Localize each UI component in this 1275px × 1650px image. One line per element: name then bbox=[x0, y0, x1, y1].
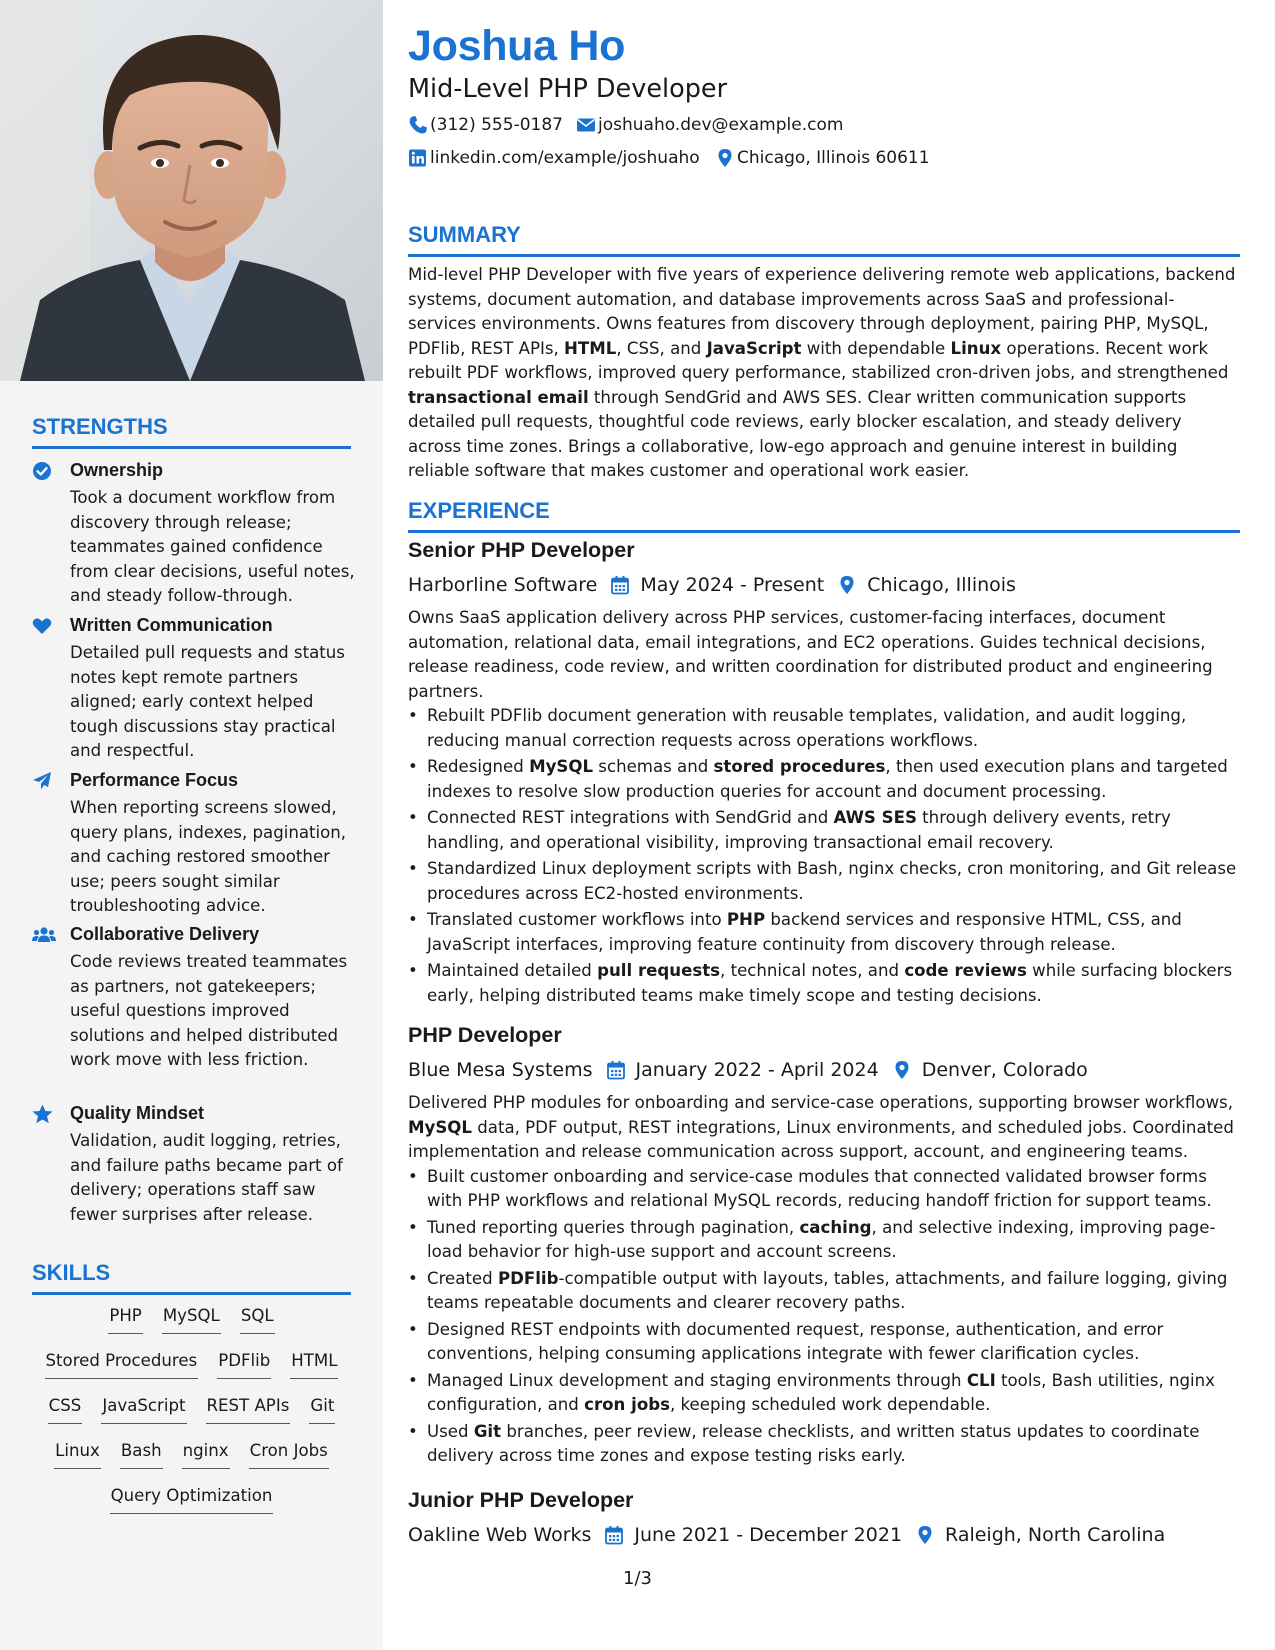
location-text: Chicago, Illinois 60611 bbox=[737, 148, 930, 168]
skills-list bbox=[32, 1305, 351, 1530]
strengths-heading: STRENGTHS bbox=[32, 414, 351, 449]
profile-photo bbox=[0, 0, 383, 381]
skill-row bbox=[32, 1440, 351, 1485]
job-dates: June 2021 - December 2021 bbox=[634, 1524, 903, 1546]
contact-linkedin[interactable] bbox=[408, 146, 700, 170]
strength-title: Written Communication bbox=[70, 615, 273, 635]
job-location: Denver, Colorado bbox=[921, 1059, 1088, 1081]
summary-text: Mid-level PHP Developer with five years of experience delivering remote web applications, backend systems, document automation, and database improvements across SaaS and professional-services environments. Owns features from discovery through deployment, pairing PHP, MySQL, PDFlib, REST APIs, HTML, CSS, and JavaScript with dependable Linux operations. Recent work rebuilt PDF workflows, improved query performance, stabilized cron-driven jobs, and strengthened transactional email through SendGrid and AWS SES. Clear written communication supports detailed pull requests, thoughtful code reviews, early blocker escalation, and steady delivery across time zones. Brings a collaborative, low-ego approach and genuine interest in building reliable software that makes customer and operational work easier. bbox=[408, 265, 1236, 480]
job-bullets bbox=[408, 704, 1240, 1008]
skill-tag: MySQL bbox=[162, 1305, 221, 1334]
company-name: Harborline Software bbox=[408, 574, 598, 596]
skill-tag: Bash bbox=[120, 1440, 163, 1469]
skill-tag: CSS bbox=[48, 1395, 83, 1424]
job-bullet: • Tuned reporting queries through pagination, caching, and selective indexing, improving page-load behavior for high-use support and account screens. bbox=[408, 1216, 1238, 1265]
envelope-icon bbox=[576, 115, 596, 135]
skills-heading: SKILLS bbox=[32, 1260, 351, 1295]
phone-text: (312) 555-0187 bbox=[430, 115, 563, 135]
users-icon bbox=[32, 925, 56, 947]
map-pin-icon bbox=[715, 148, 735, 168]
job-entry bbox=[408, 1023, 1240, 1471]
strength-description: Validation, audit logging, retries, and failure paths became part of delivery; operations staff saw fewer surprises after release. bbox=[70, 1131, 343, 1224]
skill-row bbox=[32, 1485, 351, 1530]
calendar-icon bbox=[610, 575, 630, 595]
skill-tag: Cron Jobs bbox=[249, 1440, 329, 1469]
paper-plane-icon bbox=[32, 771, 56, 793]
job-dates: May 2024 - Present bbox=[640, 574, 825, 596]
job-title: Senior PHP Developer bbox=[408, 538, 635, 562]
map-pin-icon bbox=[892, 1060, 912, 1080]
job-bullet: • Rebuilt PDFlib document generation with reusable templates, validation, and audit logging, reducing manual correction requests across operations workflows. bbox=[408, 704, 1238, 753]
job-bullet: • Maintained detailed pull requests, technical notes, and code reviews while surfacing blockers early, helping distributed teams make timely scope and testing decisions. bbox=[408, 959, 1238, 1008]
linkedin-icon bbox=[408, 148, 428, 168]
contact-location bbox=[715, 146, 930, 170]
job-bullet: • Redesigned MySQL schemas and stored procedures, then used execution plans and targeted indexes to resolve slow production queries for account and document processing. bbox=[408, 755, 1238, 804]
skill-tag: PHP bbox=[108, 1305, 143, 1334]
job-title: PHP Developer bbox=[408, 1023, 562, 1047]
strength-title: Performance Focus bbox=[70, 770, 239, 790]
calendar-icon bbox=[606, 1060, 626, 1080]
strength-description: Took a document workflow from discovery through release; teammates gained confidence from clear decisions, useful notes, and steady follow-through. bbox=[70, 488, 355, 605]
skill-tag: Query Optimization bbox=[110, 1485, 274, 1514]
skill-tag: nginx bbox=[182, 1440, 230, 1469]
job-bullets bbox=[408, 1165, 1240, 1469]
skill-tag: JavaScript bbox=[101, 1395, 186, 1424]
contact-phone[interactable] bbox=[408, 113, 563, 137]
experience-heading: EXPERIENCE bbox=[408, 498, 1240, 533]
phone-icon bbox=[408, 115, 428, 135]
map-pin-icon bbox=[915, 1525, 935, 1545]
strength-title: Quality Mindset bbox=[70, 1103, 205, 1123]
check-circle-icon bbox=[32, 461, 56, 483]
skill-row bbox=[32, 1350, 351, 1395]
job-bullet: • Translated customer workflows into PHP backend services and responsive HTML, CSS, and JavaScript interfaces, improving feature continuity from discovery through release. bbox=[408, 908, 1238, 957]
skill-tag: REST APIs bbox=[206, 1395, 291, 1424]
strength-description: When reporting screens slowed, query plans, indexes, pagination, and caching restored smoother use; peers sought similar troubleshooting advice. bbox=[70, 798, 347, 915]
skill-tag: PDFlib bbox=[217, 1350, 271, 1379]
candidate-title: Mid-Level PHP Developer bbox=[408, 74, 728, 104]
job-bullet: • Managed Linux development and staging environments through CLI tools, Bash utilities, nginx configuration, and cron jobs, keeping scheduled work dependable. bbox=[408, 1369, 1238, 1418]
company-name: Oakline Web Works bbox=[408, 1524, 592, 1546]
skill-row bbox=[32, 1305, 351, 1350]
skill-row bbox=[32, 1395, 351, 1440]
skill-tag: Linux bbox=[54, 1440, 101, 1469]
job-meta bbox=[408, 1054, 1240, 1086]
job-bullet: • Built customer onboarding and service-case modules that connected validated browser forms with PHP workflows and relational MySQL records, reducing handoff friction for support teams. bbox=[408, 1165, 1238, 1214]
calendar-icon bbox=[604, 1525, 624, 1545]
job-bullet: • Created PDFlib-compatible output with layouts, tables, attachments, and failure logging, giving teams repeatable documents and clearer recovery paths. bbox=[408, 1267, 1238, 1316]
job-description: Delivered PHP modules for onboarding and service-case operations, supporting browser workflows, MySQL data, PDF output, REST integrations, Linux environments, and scheduled jobs. Coordinated implementation and release communication across support, account, and engineering teams. bbox=[408, 1093, 1234, 1161]
map-pin-icon bbox=[837, 575, 857, 595]
linkedin-text: linkedin.com/example/joshuaho bbox=[430, 148, 700, 168]
candidate-name: Joshua Ho bbox=[408, 22, 626, 70]
job-location: Raleigh, North Carolina bbox=[945, 1524, 1166, 1546]
skill-tag: Git bbox=[309, 1395, 335, 1424]
skill-tag: SQL bbox=[240, 1305, 275, 1334]
sidebar bbox=[0, 0, 383, 1650]
skill-tag: HTML bbox=[290, 1350, 338, 1379]
strength-title: Ownership bbox=[70, 460, 164, 480]
job-bullet: • Standardized Linux deployment scripts with Bash, nginx checks, cron monitoring, and Git release procedures across EC2-hosted environments. bbox=[408, 857, 1238, 906]
heart-icon bbox=[32, 616, 56, 638]
strength-description: Code reviews treated teammates as partners, not gatekeepers; useful questions improved solutions and helped distributed work move with less friction. bbox=[70, 952, 348, 1069]
skill-tag: Stored Procedures bbox=[45, 1350, 199, 1379]
strength-description: Detailed pull requests and status notes kept remote partners aligned; early context helped tough discussions stay practical and respectful. bbox=[70, 643, 345, 760]
job-entry bbox=[408, 538, 1240, 1010]
job-location: Chicago, Illinois bbox=[867, 574, 1016, 596]
job-meta bbox=[408, 1519, 1240, 1551]
job-title: Junior PHP Developer bbox=[408, 1488, 634, 1512]
job-dates: January 2022 - April 2024 bbox=[635, 1059, 879, 1081]
job-bullet: • Used Git branches, peer review, release checklists, and written status updates to coordinate delivery across time zones and expose testing risks early. bbox=[408, 1420, 1238, 1469]
contact-email[interactable] bbox=[576, 113, 843, 137]
summary-heading: SUMMARY bbox=[408, 222, 1240, 257]
job-bullet: • Connected REST integrations with SendGrid and AWS SES through delivery events, retry handling, and operational visibility, improving transactional email recovery. bbox=[408, 806, 1238, 855]
job-meta bbox=[408, 569, 1240, 601]
job-bullet: • Designed REST endpoints with documented request, response, authentication, and error conventions, helping consuming applications integrate with fewer clarification cycles. bbox=[408, 1318, 1238, 1367]
company-name: Blue Mesa Systems bbox=[408, 1059, 593, 1081]
strength-title: Collaborative Delivery bbox=[70, 924, 260, 944]
email-text: joshuaho.dev@example.com bbox=[598, 115, 844, 135]
star-icon bbox=[32, 1104, 56, 1126]
job-description: Owns SaaS application delivery across PHP services, customer-facing interfaces, document automation, relational data, email integrations, and EC2 operations. Guides technical decisions, release readiness, code review, and written coordination for distributed product and engineering partners. bbox=[408, 608, 1213, 701]
page-number: 1/3 bbox=[623, 1568, 652, 1589]
job-entry bbox=[408, 1488, 1240, 1551]
